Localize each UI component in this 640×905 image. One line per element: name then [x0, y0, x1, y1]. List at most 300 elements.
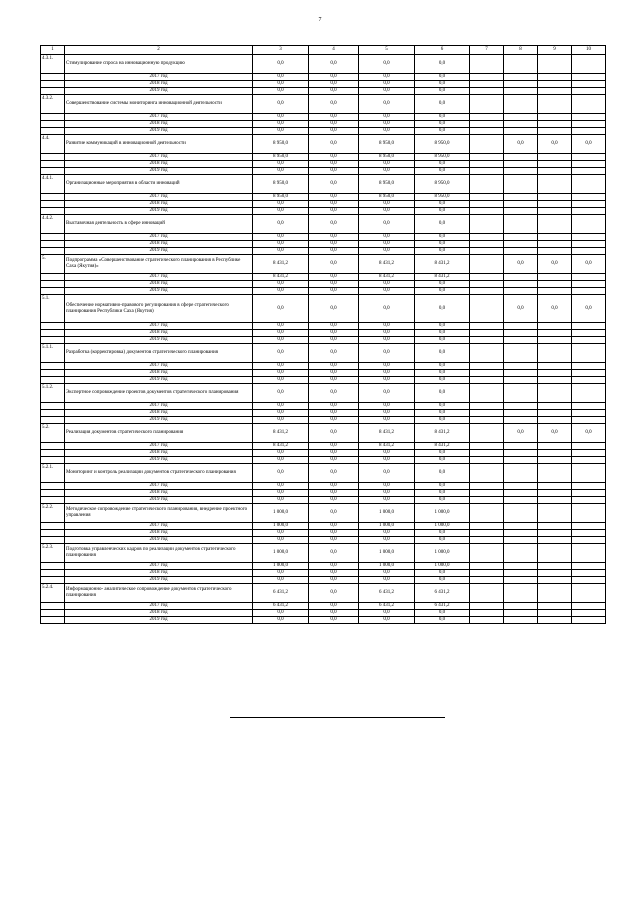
- value-cell: 0,0: [309, 255, 359, 274]
- year-value: 0,0: [415, 610, 470, 617]
- value-cell: 0,0: [309, 135, 359, 154]
- year-value: 0,0: [309, 121, 359, 128]
- year-value: 8 950,0: [359, 194, 415, 201]
- value-cell: 0,0: [253, 384, 309, 403]
- year-code-cell: [41, 234, 65, 241]
- item-code: 5.2.4.: [41, 584, 65, 603]
- year-code-cell: [41, 281, 65, 288]
- year-value: 0,0: [415, 168, 470, 175]
- year-label: 2019 год: [65, 617, 253, 624]
- year-value: 0,0: [359, 241, 415, 248]
- year-value: 0,0: [359, 168, 415, 175]
- year-empty-cell: [572, 154, 606, 161]
- year-empty-cell: [538, 168, 572, 175]
- year-empty-cell: [572, 370, 606, 377]
- year-code-cell: [41, 114, 65, 121]
- year-row: [41, 208, 606, 215]
- year-code-cell: [41, 410, 65, 417]
- year-value: 0,0: [359, 370, 415, 377]
- year-value: 0,0: [359, 403, 415, 410]
- value-cell: [572, 384, 606, 403]
- year-value: 0,0: [359, 577, 415, 584]
- year-empty-cell: [504, 443, 538, 450]
- year-value: 0,0: [309, 443, 359, 450]
- year-label: 2019 год: [65, 208, 253, 215]
- year-code-cell: [41, 161, 65, 168]
- year-empty-cell: [470, 274, 504, 281]
- item-code: 5.2.: [41, 424, 65, 443]
- value-cell: [470, 384, 504, 403]
- year-value: 0,0: [359, 234, 415, 241]
- year-row: [41, 490, 606, 497]
- year-value: 0,0: [415, 363, 470, 370]
- year-empty-cell: [538, 288, 572, 295]
- year-code-cell: [41, 490, 65, 497]
- year-empty-cell: [504, 537, 538, 544]
- header-cell: 5: [359, 46, 415, 55]
- year-code-cell: [41, 370, 65, 377]
- year-label: 2019 год: [65, 417, 253, 424]
- year-value: 0,0: [415, 201, 470, 208]
- value-cell: 0,0: [309, 584, 359, 603]
- year-code-cell: [41, 603, 65, 610]
- year-value: 1 000,0: [415, 563, 470, 570]
- year-empty-cell: [470, 563, 504, 570]
- year-value: 0,0: [415, 234, 470, 241]
- year-value: 0,0: [309, 370, 359, 377]
- year-empty-cell: [504, 81, 538, 88]
- year-label: 2019 год: [65, 377, 253, 384]
- year-value: 0,0: [253, 497, 309, 504]
- page-number: 7: [318, 17, 322, 23]
- value-cell: 0,0: [504, 424, 538, 443]
- year-empty-cell: [470, 154, 504, 161]
- value-cell: 0,0: [359, 295, 415, 323]
- year-empty-cell: [538, 154, 572, 161]
- year-row: [41, 337, 606, 344]
- year-label: 2019 год: [65, 457, 253, 464]
- year-label: 2017 год: [65, 403, 253, 410]
- year-code-cell: [41, 570, 65, 577]
- year-value: 0,0: [415, 288, 470, 295]
- value-cell: 0,0: [309, 424, 359, 443]
- year-row: [41, 603, 606, 610]
- year-value: 0,0: [415, 121, 470, 128]
- year-value: 1 000,0: [359, 523, 415, 530]
- year-row: [41, 121, 606, 128]
- value-cell: 0,0: [415, 215, 470, 234]
- year-empty-cell: [538, 201, 572, 208]
- year-value: 0,0: [309, 537, 359, 544]
- value-cell: 0,0: [572, 424, 606, 443]
- year-empty-cell: [470, 330, 504, 337]
- year-value: 0,0: [253, 168, 309, 175]
- year-row: [41, 323, 606, 330]
- year-row: [41, 168, 606, 175]
- value-cell: [538, 55, 572, 74]
- year-label: 2018 год: [65, 530, 253, 537]
- value-cell: 0,0: [415, 384, 470, 403]
- year-value: 0,0: [309, 410, 359, 417]
- year-label: 2017 год: [65, 194, 253, 201]
- year-value: 0,0: [309, 323, 359, 330]
- year-empty-cell: [572, 377, 606, 384]
- year-empty-cell: [538, 281, 572, 288]
- year-empty-cell: [572, 577, 606, 584]
- year-empty-cell: [470, 363, 504, 370]
- value-cell: [538, 215, 572, 234]
- value-cell: [470, 55, 504, 74]
- value-cell: 0,0: [504, 255, 538, 274]
- year-value: 0,0: [359, 128, 415, 135]
- year-label: 2019 год: [65, 537, 253, 544]
- value-cell: 0,0: [504, 295, 538, 323]
- year-code-cell: [41, 483, 65, 490]
- year-value: 0,0: [415, 377, 470, 384]
- value-cell: [572, 55, 606, 74]
- value-cell: 1 000,0: [359, 544, 415, 563]
- year-row: [41, 537, 606, 544]
- year-value: 1 000,0: [253, 523, 309, 530]
- year-value: 0,0: [415, 281, 470, 288]
- year-value: 8 431,2: [415, 274, 470, 281]
- year-value: 0,0: [359, 530, 415, 537]
- value-cell: [504, 544, 538, 563]
- year-empty-cell: [470, 201, 504, 208]
- year-empty-cell: [504, 330, 538, 337]
- year-value: 0,0: [309, 483, 359, 490]
- value-cell: [538, 464, 572, 483]
- year-empty-cell: [504, 490, 538, 497]
- year-value: 0,0: [359, 330, 415, 337]
- value-cell: 0,0: [253, 95, 309, 114]
- year-empty-cell: [538, 417, 572, 424]
- year-empty-cell: [538, 537, 572, 544]
- year-empty-cell: [504, 483, 538, 490]
- item-title: Информационно- аналитическое сопровождение документов стратегического планирования: [65, 584, 253, 603]
- year-empty-cell: [470, 497, 504, 504]
- value-cell: [504, 384, 538, 403]
- year-code-cell: [41, 274, 65, 281]
- year-row: [41, 161, 606, 168]
- year-label: 2018 год: [65, 410, 253, 417]
- value-cell: [572, 95, 606, 114]
- year-value: 0,0: [359, 363, 415, 370]
- value-cell: 0,0: [253, 215, 309, 234]
- year-empty-cell: [572, 603, 606, 610]
- year-value: 0,0: [253, 74, 309, 81]
- value-cell: [538, 95, 572, 114]
- year-empty-cell: [538, 577, 572, 584]
- year-value: 0,0: [415, 337, 470, 344]
- year-empty-cell: [470, 570, 504, 577]
- year-empty-cell: [538, 450, 572, 457]
- year-value: 0,0: [309, 241, 359, 248]
- year-label: 2018 год: [65, 370, 253, 377]
- year-empty-cell: [572, 88, 606, 95]
- year-value: 0,0: [359, 483, 415, 490]
- year-value: 0,0: [253, 457, 309, 464]
- value-cell: 1 000,0: [253, 544, 309, 563]
- year-value: 0,0: [309, 208, 359, 215]
- year-empty-cell: [538, 128, 572, 135]
- value-cell: 0,0: [309, 544, 359, 563]
- year-empty-cell: [572, 337, 606, 344]
- year-empty-cell: [504, 377, 538, 384]
- value-cell: [538, 544, 572, 563]
- year-empty-cell: [470, 443, 504, 450]
- year-empty-cell: [504, 530, 538, 537]
- item-row: [41, 215, 606, 234]
- year-empty-cell: [504, 457, 538, 464]
- year-empty-cell: [538, 483, 572, 490]
- item-code: 4.4.2.: [41, 215, 65, 234]
- value-cell: 0,0: [415, 295, 470, 323]
- year-label: 2017 год: [65, 563, 253, 570]
- year-code-cell: [41, 337, 65, 344]
- value-cell: [538, 175, 572, 194]
- year-empty-cell: [572, 610, 606, 617]
- item-row: [41, 424, 606, 443]
- year-value: 0,0: [309, 88, 359, 95]
- year-empty-cell: [470, 410, 504, 417]
- year-empty-cell: [470, 577, 504, 584]
- year-empty-cell: [572, 450, 606, 457]
- value-cell: [470, 504, 504, 523]
- year-value: 0,0: [253, 330, 309, 337]
- value-cell: 0,0: [415, 464, 470, 483]
- year-empty-cell: [538, 410, 572, 417]
- year-empty-cell: [504, 370, 538, 377]
- year-code-cell: [41, 74, 65, 81]
- year-empty-cell: [504, 121, 538, 128]
- year-empty-cell: [470, 241, 504, 248]
- value-cell: 8 431,2: [359, 424, 415, 443]
- item-code: 4.3.1.: [41, 55, 65, 74]
- year-empty-cell: [572, 81, 606, 88]
- year-empty-cell: [470, 114, 504, 121]
- year-empty-cell: [504, 337, 538, 344]
- year-value: 1 000,0: [359, 563, 415, 570]
- item-title: Разработка (корректировка) документов стратегического планирования: [65, 344, 253, 363]
- year-code-cell: [41, 537, 65, 544]
- value-cell: [504, 464, 538, 483]
- year-code-cell: [41, 168, 65, 175]
- year-empty-cell: [572, 570, 606, 577]
- year-value: 8 950,0: [415, 194, 470, 201]
- year-empty-cell: [572, 201, 606, 208]
- year-value: 0,0: [309, 201, 359, 208]
- year-empty-cell: [538, 208, 572, 215]
- year-empty-cell: [470, 208, 504, 215]
- year-label: 2019 год: [65, 128, 253, 135]
- value-cell: 8 431,2: [415, 255, 470, 274]
- year-empty-cell: [504, 241, 538, 248]
- year-value: 0,0: [415, 457, 470, 464]
- year-empty-cell: [504, 563, 538, 570]
- value-cell: [572, 344, 606, 363]
- value-cell: 0,0: [309, 95, 359, 114]
- item-row: [41, 135, 606, 154]
- year-empty-cell: [538, 603, 572, 610]
- year-code-cell: [41, 208, 65, 215]
- year-label: 2019 год: [65, 288, 253, 295]
- year-empty-cell: [572, 121, 606, 128]
- value-cell: 0,0: [309, 344, 359, 363]
- year-value: 0,0: [253, 114, 309, 121]
- year-label: 2017 год: [65, 523, 253, 530]
- item-code: 5.1.2.: [41, 384, 65, 403]
- year-label: 2019 год: [65, 577, 253, 584]
- year-empty-cell: [572, 497, 606, 504]
- year-empty-cell: [572, 617, 606, 624]
- year-row: [41, 201, 606, 208]
- year-value: 0,0: [415, 208, 470, 215]
- year-empty-cell: [504, 610, 538, 617]
- item-code: 5.2.3.: [41, 544, 65, 563]
- year-label: 2019 год: [65, 88, 253, 95]
- year-value: 0,0: [415, 410, 470, 417]
- year-value: 0,0: [309, 617, 359, 624]
- year-empty-cell: [504, 617, 538, 624]
- value-cell: 0,0: [309, 464, 359, 483]
- item-code: 5.1.: [41, 295, 65, 323]
- year-row: [41, 370, 606, 377]
- year-row: [41, 617, 606, 624]
- year-value: 0,0: [253, 363, 309, 370]
- year-value: 1 000,0: [253, 563, 309, 570]
- year-label: 2018 год: [65, 241, 253, 248]
- year-empty-cell: [572, 288, 606, 295]
- year-value: 0,0: [253, 121, 309, 128]
- value-cell: 8 431,2: [253, 424, 309, 443]
- year-value: 0,0: [309, 248, 359, 255]
- year-empty-cell: [470, 617, 504, 624]
- item-row: [41, 384, 606, 403]
- header-cell: 8: [504, 46, 538, 55]
- value-cell: [470, 95, 504, 114]
- year-empty-cell: [572, 208, 606, 215]
- year-value: 0,0: [309, 168, 359, 175]
- year-value: 0,0: [309, 403, 359, 410]
- year-row: [41, 570, 606, 577]
- value-cell: 0,0: [309, 295, 359, 323]
- year-code-cell: [41, 121, 65, 128]
- year-value: 0,0: [415, 490, 470, 497]
- item-row: [41, 464, 606, 483]
- year-value: 0,0: [253, 288, 309, 295]
- value-cell: [470, 464, 504, 483]
- year-empty-cell: [538, 248, 572, 255]
- year-empty-cell: [470, 168, 504, 175]
- item-title: Обеспечение нормативно-правового регулирования в сфере стратегического планирования Республики Саха (Якутия): [65, 295, 253, 323]
- item-row: [41, 584, 606, 603]
- value-cell: 0,0: [572, 295, 606, 323]
- value-cell: 8 950,0: [359, 135, 415, 154]
- year-empty-cell: [504, 248, 538, 255]
- year-code-cell: [41, 88, 65, 95]
- value-cell: 8 950,0: [253, 135, 309, 154]
- year-code-cell: [41, 403, 65, 410]
- year-empty-cell: [538, 363, 572, 370]
- year-empty-cell: [572, 274, 606, 281]
- year-value: 0,0: [309, 128, 359, 135]
- year-row: [41, 563, 606, 570]
- year-value: 0,0: [253, 610, 309, 617]
- value-cell: [504, 95, 538, 114]
- year-value: 0,0: [253, 370, 309, 377]
- value-cell: 1 000,0: [415, 544, 470, 563]
- year-empty-cell: [572, 128, 606, 135]
- year-value: 0,0: [415, 128, 470, 135]
- year-empty-cell: [504, 323, 538, 330]
- year-empty-cell: [504, 201, 538, 208]
- year-empty-cell: [470, 337, 504, 344]
- year-empty-cell: [572, 563, 606, 570]
- year-value: 0,0: [253, 403, 309, 410]
- value-cell: 6 431,2: [359, 584, 415, 603]
- year-row: [41, 483, 606, 490]
- value-cell: [538, 504, 572, 523]
- year-row: [41, 74, 606, 81]
- year-empty-cell: [470, 323, 504, 330]
- year-value: 0,0: [359, 201, 415, 208]
- year-row: [41, 410, 606, 417]
- year-value: 0,0: [415, 617, 470, 624]
- year-value: 8 431,2: [359, 443, 415, 450]
- item-title: Подготовка управленческих кадров по реализации документов стратегического планирования: [65, 544, 253, 563]
- year-value: 0,0: [309, 377, 359, 384]
- year-label: 2017 год: [65, 234, 253, 241]
- item-title: Стимулирование спроса на инновационную продукцию: [65, 55, 253, 74]
- year-row: [41, 114, 606, 121]
- year-empty-cell: [538, 617, 572, 624]
- value-cell: 0,0: [359, 464, 415, 483]
- year-row: [41, 363, 606, 370]
- value-cell: 0,0: [309, 175, 359, 194]
- value-cell: [572, 584, 606, 603]
- value-cell: [470, 255, 504, 274]
- value-cell: 8 950,0: [415, 135, 470, 154]
- value-cell: 0,0: [504, 135, 538, 154]
- header-cell: 7: [470, 46, 504, 55]
- year-value: 0,0: [309, 497, 359, 504]
- year-label: 2017 год: [65, 443, 253, 450]
- year-empty-cell: [504, 523, 538, 530]
- year-value: 0,0: [253, 483, 309, 490]
- item-code: 5.2.1.: [41, 464, 65, 483]
- year-row: [41, 241, 606, 248]
- year-code-cell: [41, 363, 65, 370]
- year-value: 8 431,2: [415, 443, 470, 450]
- value-cell: 0,0: [572, 255, 606, 274]
- year-code-cell: [41, 323, 65, 330]
- item-row: [41, 175, 606, 194]
- year-value: 0,0: [359, 121, 415, 128]
- year-empty-cell: [538, 330, 572, 337]
- year-empty-cell: [504, 288, 538, 295]
- year-value: 0,0: [415, 570, 470, 577]
- year-empty-cell: [572, 523, 606, 530]
- year-value: 8 431,2: [253, 274, 309, 281]
- budget-table: [40, 45, 606, 624]
- year-value: 0,0: [253, 161, 309, 168]
- year-code-cell: [41, 523, 65, 530]
- year-value: 0,0: [359, 457, 415, 464]
- year-empty-cell: [538, 114, 572, 121]
- item-row: [41, 344, 606, 363]
- year-empty-cell: [572, 530, 606, 537]
